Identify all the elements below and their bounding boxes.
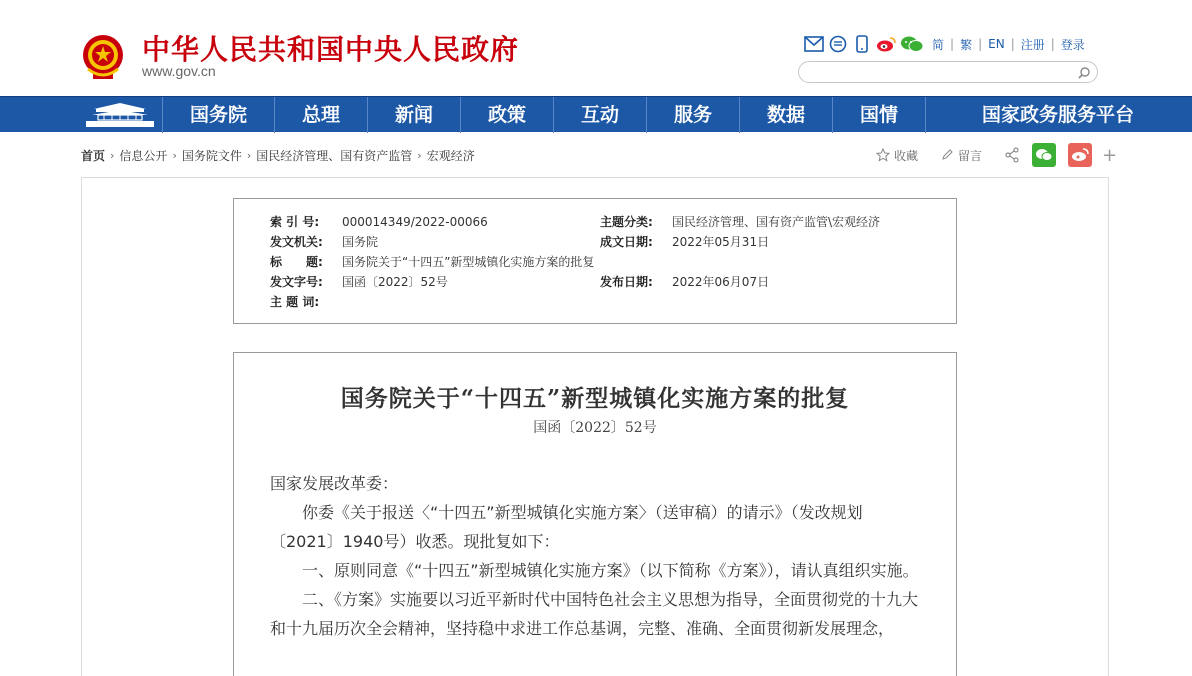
message-icon[interactable] xyxy=(828,34,848,54)
favorite-button[interactable] xyxy=(876,147,918,164)
wechat-share-icon[interactable] xyxy=(1032,143,1056,167)
search-input[interactable] xyxy=(798,61,1098,83)
nav-item-data[interactable]: 数据 xyxy=(739,97,832,133)
nav-item-services[interactable]: 服务 xyxy=(646,97,739,133)
breadcrumb-item[interactable]: 国民经济管理、国有资产监管 xyxy=(256,149,413,163)
nav-item-service-platform[interactable]: 国家政务服务平台 xyxy=(925,97,1190,133)
login-link[interactable]: 登录 xyxy=(1060,37,1085,52)
site-header xyxy=(0,0,1192,96)
more-share-button[interactable]: + xyxy=(1102,144,1118,166)
share-icon[interactable] xyxy=(1004,147,1020,163)
meta-index-no: 索 引 号: 000014349/2022-00066 xyxy=(270,215,488,229)
register-link[interactable]: 注册 xyxy=(1020,37,1045,52)
english-link[interactable]: EN xyxy=(988,37,1005,51)
separator: | xyxy=(1050,37,1055,51)
site-title[interactable]: 中华人民共和国中央人民政府 xyxy=(142,33,520,66)
nav-item-policy[interactable]: 政策 xyxy=(460,97,553,133)
paragraph: 你委《关于报送〈“十四五”新型城镇化实施方案〉（送审稿）的请示》（发改规划〔2021〕1940号）收悉。现批复如下： xyxy=(270,503,863,551)
paragraph: 二、《方案》实施要以习近平新时代中国特色社会主义思想为指导，全面贯彻党的十九大和十九届历次全会精神，坚持稳中求进工作总基调，完整、准确、全面贯彻新发展理念， xyxy=(270,590,919,638)
top-tools xyxy=(804,34,1085,54)
breadcrumb xyxy=(81,147,475,164)
breadcrumb-item[interactable]: 信息公开 xyxy=(119,149,168,163)
nav-item-state-council[interactable]: 国务院 xyxy=(162,97,274,133)
chevron-right-icon: › xyxy=(246,149,252,162)
comment-label: 留言 xyxy=(958,148,983,163)
wechat-icon[interactable] xyxy=(900,34,924,54)
meta-published-date: 发布日期: 2022年06月07日 xyxy=(600,275,770,289)
meta-title: 标 题: 国务院关于“十四五”新型城镇化实施方案的批复 xyxy=(270,255,595,269)
search-icon[interactable] xyxy=(1077,65,1091,79)
nav-items xyxy=(162,97,1190,133)
mobile-icon[interactable] xyxy=(852,34,872,54)
document-number: 国函〔2022〕52号 xyxy=(533,420,657,436)
top-links xyxy=(932,36,1085,53)
document-metadata xyxy=(233,198,957,324)
share-bar xyxy=(876,143,1117,167)
document-body xyxy=(233,352,957,676)
nav-item-news[interactable]: 新闻 xyxy=(367,97,460,133)
comment-button[interactable] xyxy=(940,147,982,164)
chevron-right-icon: › xyxy=(417,149,422,162)
weibo-icon[interactable] xyxy=(876,34,896,54)
paragraph: 一、原则同意《“十四五”新型城镇化实施方案》（以下简称《方案》），请认真组织实施。 xyxy=(302,561,919,580)
separator: | xyxy=(1010,37,1015,51)
breadcrumb-item[interactable]: 国务院文件 xyxy=(181,149,242,163)
weibo-share-icon[interactable] xyxy=(1068,143,1092,167)
meta-issuer: 发文机关: 国务院 xyxy=(270,235,379,249)
separator: | xyxy=(950,37,955,51)
chevron-right-icon: › xyxy=(172,149,177,162)
nav-item-national-info[interactable]: 国情 xyxy=(832,97,925,133)
breadcrumb-item[interactable]: 宏观经济 xyxy=(426,149,475,163)
chevron-right-icon: › xyxy=(110,149,115,162)
breadcrumb-home[interactable]: 首页 xyxy=(81,149,106,163)
tiananmen-logo-icon[interactable] xyxy=(80,100,160,130)
traditional-link[interactable]: 繁 xyxy=(960,37,973,52)
meta-category: 主题分类: 国民经济管理、国有资产监管\宏观经济 xyxy=(600,215,881,229)
meta-created-date: 成文日期: 2022年05月31日 xyxy=(600,235,770,249)
site-domain: www.gov.cn xyxy=(142,63,216,79)
document-title: 国务院关于“十四五”新型城镇化实施方案的批复 xyxy=(340,385,850,412)
paragraph: 国家发展改革委： xyxy=(270,474,399,493)
nav-item-interaction[interactable]: 互动 xyxy=(553,97,646,133)
meta-keywords: 主 题 词: xyxy=(270,295,320,309)
document-text xyxy=(270,469,920,643)
main-nav xyxy=(0,96,1192,132)
favorite-label: 收藏 xyxy=(894,148,919,163)
national-emblem-icon[interactable] xyxy=(80,33,126,81)
simplified-link[interactable]: 简 xyxy=(932,37,945,52)
separator: | xyxy=(978,37,983,51)
pencil-icon xyxy=(940,148,954,162)
star-icon xyxy=(876,148,890,162)
mail-icon[interactable] xyxy=(804,34,824,54)
nav-item-premier[interactable]: 总理 xyxy=(274,97,367,133)
meta-doc-no: 发文字号: 国函〔2022〕52号 xyxy=(270,275,448,289)
